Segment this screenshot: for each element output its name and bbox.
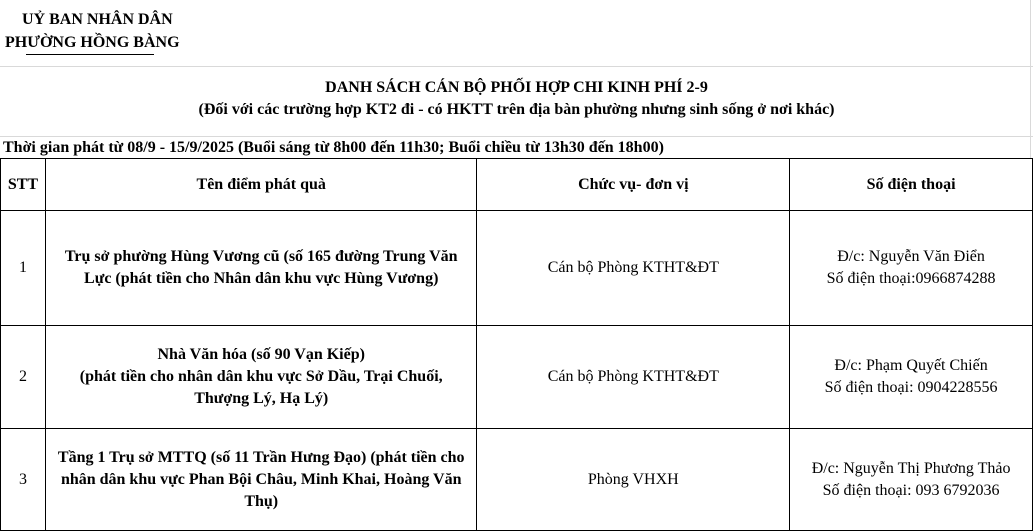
table-row xyxy=(1,326,1033,429)
gridline xyxy=(0,136,1033,137)
cell-place xyxy=(45,326,476,429)
contact-phone: Số điện thoại: 0904228556 xyxy=(824,379,998,396)
column-header-stt: STT xyxy=(1,159,46,211)
contact-phone: Số điện thoại:0966874288 xyxy=(826,270,996,287)
column-header-role: Chức vụ- đơn vị xyxy=(477,159,790,211)
org-underline xyxy=(26,54,154,55)
table-row xyxy=(1,429,1033,531)
cell-stt: 2 xyxy=(1,326,46,429)
contact-name: Đ/c: Nguyễn Thị Phương Thảo xyxy=(811,459,1011,477)
cell-stt: 3 xyxy=(1,429,46,531)
cell-contact xyxy=(790,211,1033,326)
cell-role: Phòng VHXH xyxy=(477,429,790,531)
gridline xyxy=(0,66,1033,67)
cell-stt: 1 xyxy=(1,211,46,326)
place-line: (phát tiền cho nhân dân khu vực Sở Dầu, Trại Chuối, Thượng Lý, Hạ Lý) xyxy=(79,368,443,407)
place-line: Nhà Văn hóa (số 90 Vạn Kiếp) xyxy=(157,346,365,363)
document-title: DANH SÁCH CÁN BỘ PHỐI HỢP CHI KINH PHÍ 2-9 xyxy=(325,79,708,96)
table-header-row xyxy=(1,159,1033,211)
cell-role: Cán bộ Phòng KTHT&ĐT xyxy=(477,211,790,326)
contact-name: Đ/c: Nguyễn Văn Điển xyxy=(837,248,985,265)
cell-contact xyxy=(790,429,1033,531)
contact-name: Đ/c: Phạm Quyết Chiến xyxy=(834,357,988,374)
cell-contact xyxy=(790,326,1033,429)
column-header-phone: Số điện thoại xyxy=(790,159,1033,211)
distribution-time-note: Thời gian phát từ 08/9 - 15/9/2025 (Buổi sáng từ 8h00 đến 11h30; Buổi chiều từ 13h30 đến 18h00) xyxy=(3,139,664,156)
document-subtitle: (Đối với các trường hợp KT2 đi - có HKTT trên địa bàn phường nhưng sinh sống ở nơi khác) xyxy=(198,101,835,118)
staff-table xyxy=(0,158,1033,531)
cell-place: Tầng 1 Trụ sở MTTQ (số 11 Trần Hưng Đạo) (phát tiền cho nhân dân khu vực Phan Bội Châu, Minh Khai, Hoàng Văn Thụ) xyxy=(45,429,476,531)
org-name-line2: PHƯỜNG HỒNG BÀNG xyxy=(5,34,180,51)
cell-place: Trụ sở phường Hùng Vương cũ (số 165 đường Trung Văn Lực (phát tiền cho Nhân dân khu vực Hùng Vương) xyxy=(45,211,476,326)
cell-role: Cán bộ Phòng KTHT&ĐT xyxy=(477,326,790,429)
column-header-place: Tên điểm phát quà xyxy=(45,159,476,211)
org-name-line1: UỶ BAN NHÂN DÂN xyxy=(22,11,173,28)
contact-phone: Số điện thoại: 093 6792036 xyxy=(822,481,1000,499)
table-row xyxy=(1,211,1033,326)
